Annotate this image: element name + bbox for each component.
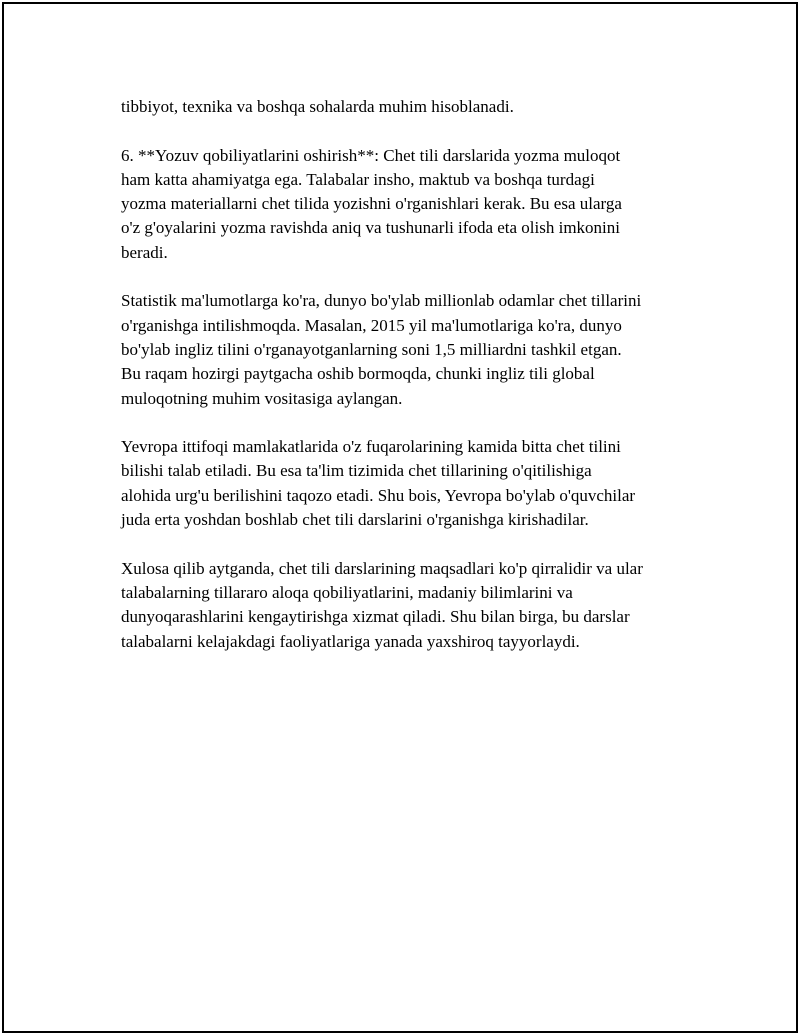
text-line: ham katta ahamiyatga ega. Talabalar insho, maktub va boshqa turdagi	[121, 169, 595, 189]
text-line: alohida urg'u berilishini taqozo etadi. Shu bois, Yevropa bo'ylab o'quvchilar	[121, 485, 636, 505]
text-line: talabalarni kelajakdagi faoliyatlariga yanada yaxshiroq tayyorlaydi.	[121, 631, 580, 651]
text-line: Xulosa qilib aytganda, chet tili darslarining maqsadlari ko'p qirralidir va ular	[121, 558, 643, 578]
document-page	[2, 2, 798, 1033]
text-line: Yevropa ittifoqi mamlakatlarida o'z fuqarolarining kamida bitta chet tilini	[121, 437, 621, 457]
paragraph-writing-skills	[121, 144, 691, 265]
text-line: o'rganishga intilishmoqda. Masalan, 2015 yil ma'lumotlariga ko'ra, dunyo	[121, 315, 622, 335]
paragraph-european-union	[121, 435, 691, 532]
paragraph-continuation	[121, 95, 691, 119]
text-line: Bu raqam hozirgi paytgacha oshib bormoqda, chunki ingliz tili global	[121, 364, 595, 384]
text-line: o'z g'oyalarini yozma ravishda aniq va tushunarli ifoda eta olish imkonini	[121, 218, 621, 238]
paragraph-statistics	[121, 289, 691, 410]
paragraph-conclusion	[121, 557, 691, 654]
text-line: bilishi talab etiladi. Bu esa ta'lim tizimida chet tillarining o'qitilishiga	[121, 461, 592, 481]
text-line: Statistik ma'lumotlarga ko'ra, dunyo bo'ylab millionlab odamlar chet tillarini	[121, 291, 642, 311]
text-line: beradi.	[121, 242, 168, 262]
text-line: 6. **Yozuv qobiliyatlarini oshirish**: Chet tili darslarida yozma muloqot	[121, 145, 621, 165]
document-body	[121, 95, 691, 654]
text-line: bo'ylab ingliz tilini o'rganayotganlarning soni 1,5 milliardni tashkil etgan.	[121, 339, 622, 359]
text-line: dunyoqarashlarini kengaytirishga xizmat qiladi. Shu bilan birga, bu darslar	[121, 607, 630, 627]
text-line: muloqotning muhim vositasiga aylangan.	[121, 388, 403, 408]
text-line: juda erta yoshdan boshlab chet tili darslarini o'rganishga kirishadilar.	[121, 510, 589, 530]
text-line: talabalarning tillararo aloqa qobiliyatlarini, madaniy bilimlarini va	[121, 582, 573, 602]
text-line: tibbiyot, texnika va boshqa sohalarda muhim hisoblanadi.	[121, 97, 514, 116]
text-line: yozma materiallarni chet tilida yozishni o'rganishlari kerak. Bu esa ularga	[121, 194, 622, 214]
